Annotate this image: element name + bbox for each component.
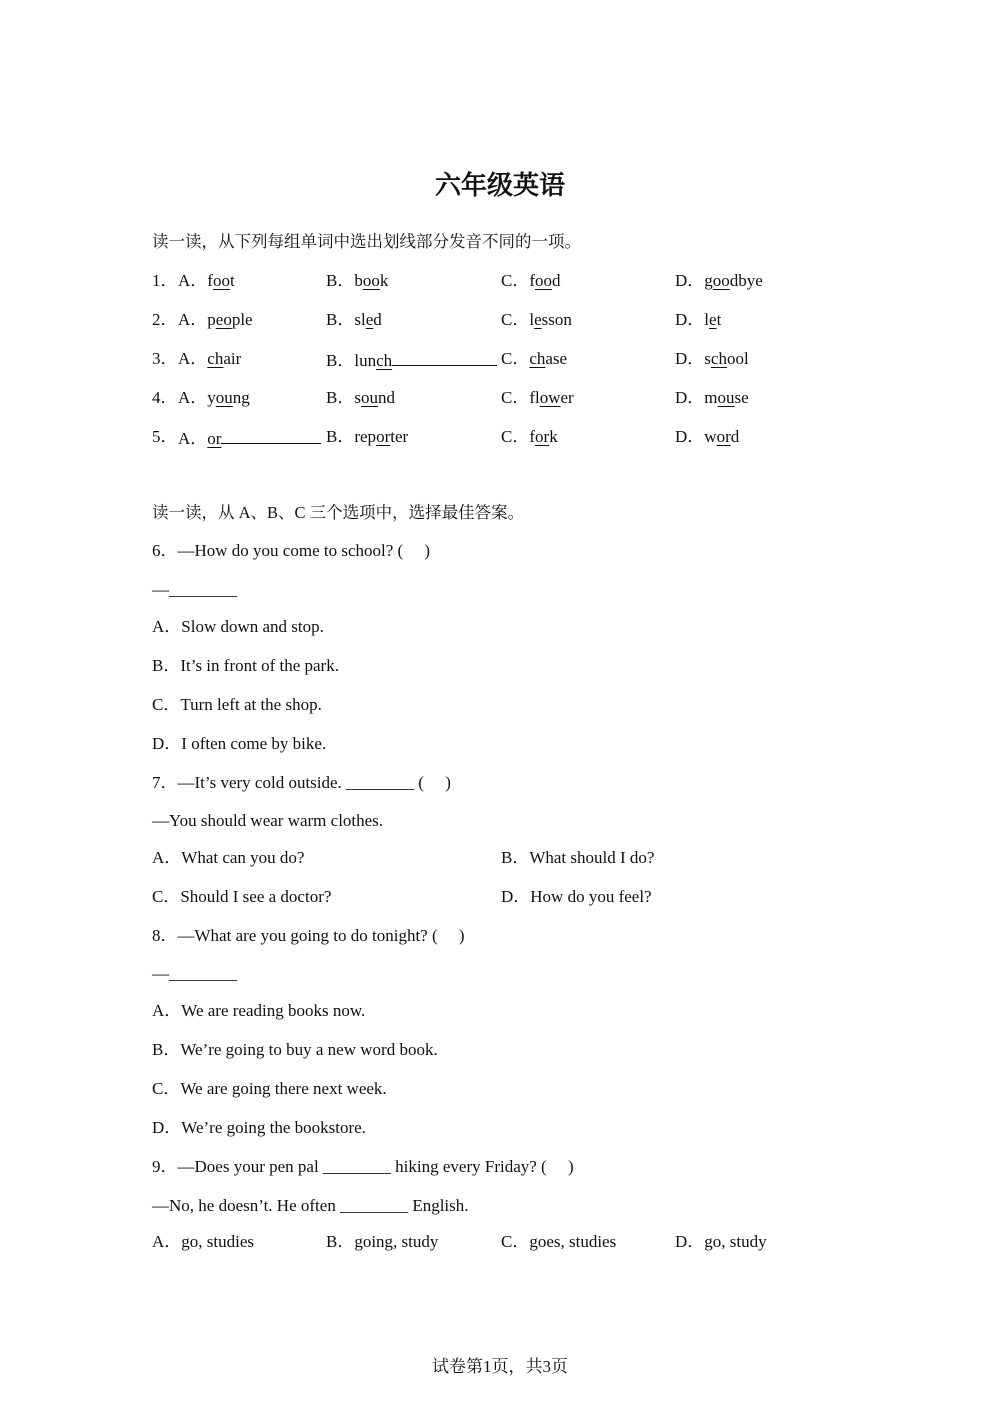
underlined-letters: ch	[207, 349, 224, 368]
option-letter: B．	[326, 351, 355, 370]
question-4-number: 4．	[152, 388, 178, 407]
question-6-option-a: A．Slow down and stop.	[152, 617, 324, 636]
question-6-option-d: D．I often come by bike.	[152, 734, 327, 753]
word-suffix: air	[223, 349, 242, 368]
question-1-number: 1．	[152, 271, 178, 290]
word-suffix: k	[379, 271, 389, 290]
option-letter: C．	[501, 310, 530, 329]
option-letter: B．	[326, 427, 355, 446]
word-prefix: f	[529, 271, 536, 290]
word-prefix: lun	[354, 351, 377, 370]
option-letter: B．	[326, 310, 355, 329]
word-prefix: f	[207, 271, 213, 290]
question-9-option-c: C．goes, studies	[501, 1232, 617, 1251]
question-3-number: 3．	[152, 349, 178, 368]
option-letter: D．	[675, 388, 705, 407]
question-3-option-d	[675, 349, 749, 369]
question-4-option-c	[501, 388, 574, 408]
option-letter: B．	[326, 388, 355, 407]
question-1-option-c	[501, 271, 561, 291]
question-5-option-c	[501, 427, 558, 447]
question-9-option-d: D．go, study	[675, 1232, 767, 1251]
word-prefix: sl	[354, 310, 366, 329]
question-3-option-a	[178, 349, 241, 369]
question-7-option-c: C．Should I see a doctor?	[152, 887, 332, 906]
question-7-stem: 7．—It’s very cold outside. ________ ( )	[152, 773, 451, 792]
underlined-letters: eo	[215, 310, 232, 329]
underlined-letters: or	[535, 427, 550, 446]
question-7-option-a: A．What can you do?	[152, 848, 305, 867]
word-prefix: y	[207, 388, 216, 407]
question-4-option-b	[326, 388, 395, 408]
underlined-letters: or	[376, 427, 391, 446]
word-suffix: dbye	[729, 271, 763, 290]
underlined-letters: oo	[535, 271, 553, 290]
question-6-reply: —________	[152, 580, 237, 599]
word-prefix: fl	[529, 388, 540, 407]
underlined-letters: or	[207, 429, 222, 448]
question-8-option-a: A．We are reading books now.	[152, 1001, 366, 1020]
question-8-option-d: D．We’re going the bookstore.	[152, 1118, 366, 1137]
word-suffix: t	[716, 310, 722, 329]
question-1-option-b	[326, 271, 388, 291]
underlined-letters: ch	[529, 349, 546, 368]
question-7-option-b: B．What should I do?	[501, 848, 655, 867]
underlined-letters: or	[716, 427, 731, 446]
section2-instruction: 读一读，从 A、B、C 三个选项中，选择最佳答案。	[152, 503, 525, 522]
word-prefix: w	[704, 427, 717, 446]
question-8-option-b: B．We’re going to buy a new word book.	[152, 1040, 438, 1059]
question-2-option-d	[675, 310, 721, 330]
underlined-letters: ou	[717, 388, 735, 407]
option-letter: C．	[501, 427, 530, 446]
word-suffix: sson	[541, 310, 572, 329]
word-prefix: rep	[354, 427, 377, 446]
underlined-letters: ou	[360, 388, 378, 407]
question-9-stem: 9．—Does your pen pal ________ hiking every Friday? ( )	[152, 1157, 574, 1176]
question-8-reply: —________	[152, 964, 237, 983]
word-prefix: s	[354, 388, 361, 407]
underlined-letters: e	[709, 310, 717, 329]
question-6-option-c: C．Turn left at the shop.	[152, 695, 322, 714]
word-suffix: nd	[377, 388, 395, 407]
option-letter: D．	[675, 271, 705, 290]
option-letter: B．	[326, 271, 355, 290]
underlined-letters: oo	[362, 271, 380, 290]
option-letter: C．	[501, 271, 530, 290]
option-letter: A．	[178, 310, 208, 329]
question-7-option-d: D．How do you feel?	[501, 887, 652, 906]
question-2-option-b	[326, 310, 382, 330]
question-1-option-a	[178, 271, 235, 291]
word-prefix: l	[704, 310, 710, 329]
word-suffix: d	[730, 427, 740, 446]
question-2-option-c	[501, 310, 572, 330]
option-letter: D．	[675, 349, 705, 368]
section1-instruction: 读一读，从下列每组单词中选出划线部分发音不同的一项。	[152, 232, 581, 251]
underlined-letters: oo	[712, 271, 730, 290]
question-4-option-a	[178, 388, 250, 408]
word-prefix: l	[529, 310, 535, 329]
word-suffix: ple	[231, 310, 253, 329]
word-suffix: ng	[232, 388, 250, 407]
option-letter: C．	[501, 349, 530, 368]
question-9-option-b: B．going, study	[326, 1232, 439, 1251]
underlined-letters: ou	[215, 388, 233, 407]
underlined-letters: ch	[376, 351, 393, 370]
option-letter: D．	[675, 310, 705, 329]
question-9-option-a: A．go, studies	[152, 1232, 254, 1251]
question-5-option-d	[675, 427, 739, 447]
underlined-letters: ch	[710, 349, 727, 368]
underline-rule	[221, 427, 321, 444]
option-letter: A．	[178, 388, 208, 407]
option-letter: C．	[501, 388, 530, 407]
word-suffix: t	[229, 271, 235, 290]
underlined-letters: e	[534, 310, 542, 329]
question-3-option-c	[501, 349, 567, 369]
question-1-option-d	[675, 271, 763, 291]
option-letter: A．	[178, 429, 208, 448]
word-suffix: er	[560, 388, 574, 407]
word-suffix: ool	[726, 349, 749, 368]
underlined-letters: ow	[539, 388, 561, 407]
page-footer: 试卷第1页，共3页	[432, 1357, 568, 1376]
word-suffix: k	[549, 427, 558, 446]
question-6-stem: 6．—How do you come to school? ( )	[152, 541, 431, 560]
question-2-number: 2．	[152, 310, 178, 329]
word-suffix: ase	[545, 349, 568, 368]
question-3-option-b	[326, 349, 497, 371]
option-letter: A．	[178, 349, 208, 368]
question-7-reply: —You should wear warm clothes.	[152, 811, 384, 830]
question-6-option-b: B．It’s in front of the park.	[152, 656, 339, 675]
option-letter: A．	[178, 271, 208, 290]
word-prefix: m	[704, 388, 718, 407]
word-prefix: g	[704, 271, 713, 290]
underline-rule	[392, 349, 497, 366]
page-title: 六年级英语	[434, 171, 565, 201]
question-5-number: 5．	[152, 427, 178, 446]
question-8-option-c: C．We are going there next week.	[152, 1079, 387, 1098]
word-suffix: d	[373, 310, 382, 329]
word-suffix: se	[734, 388, 749, 407]
word-prefix: f	[529, 427, 536, 446]
word-prefix: b	[354, 271, 363, 290]
question-2-option-a	[178, 310, 253, 330]
question-5-option-b	[326, 427, 408, 447]
word-suffix: ter	[390, 427, 409, 446]
question-9-reply: —No, he doesn’t. He often ________ English.	[152, 1196, 469, 1215]
underlined-letters: e	[365, 310, 374, 329]
word-prefix: s	[704, 349, 711, 368]
word-suffix: d	[552, 271, 561, 290]
question-4-option-d	[675, 388, 749, 408]
question-5-option-a	[178, 427, 321, 449]
option-letter: D．	[675, 427, 705, 446]
question-8-stem: 8．—What are you going to do tonight? ( )	[152, 926, 465, 945]
word-prefix: p	[207, 310, 216, 329]
underlined-letters: oo	[212, 271, 230, 290]
